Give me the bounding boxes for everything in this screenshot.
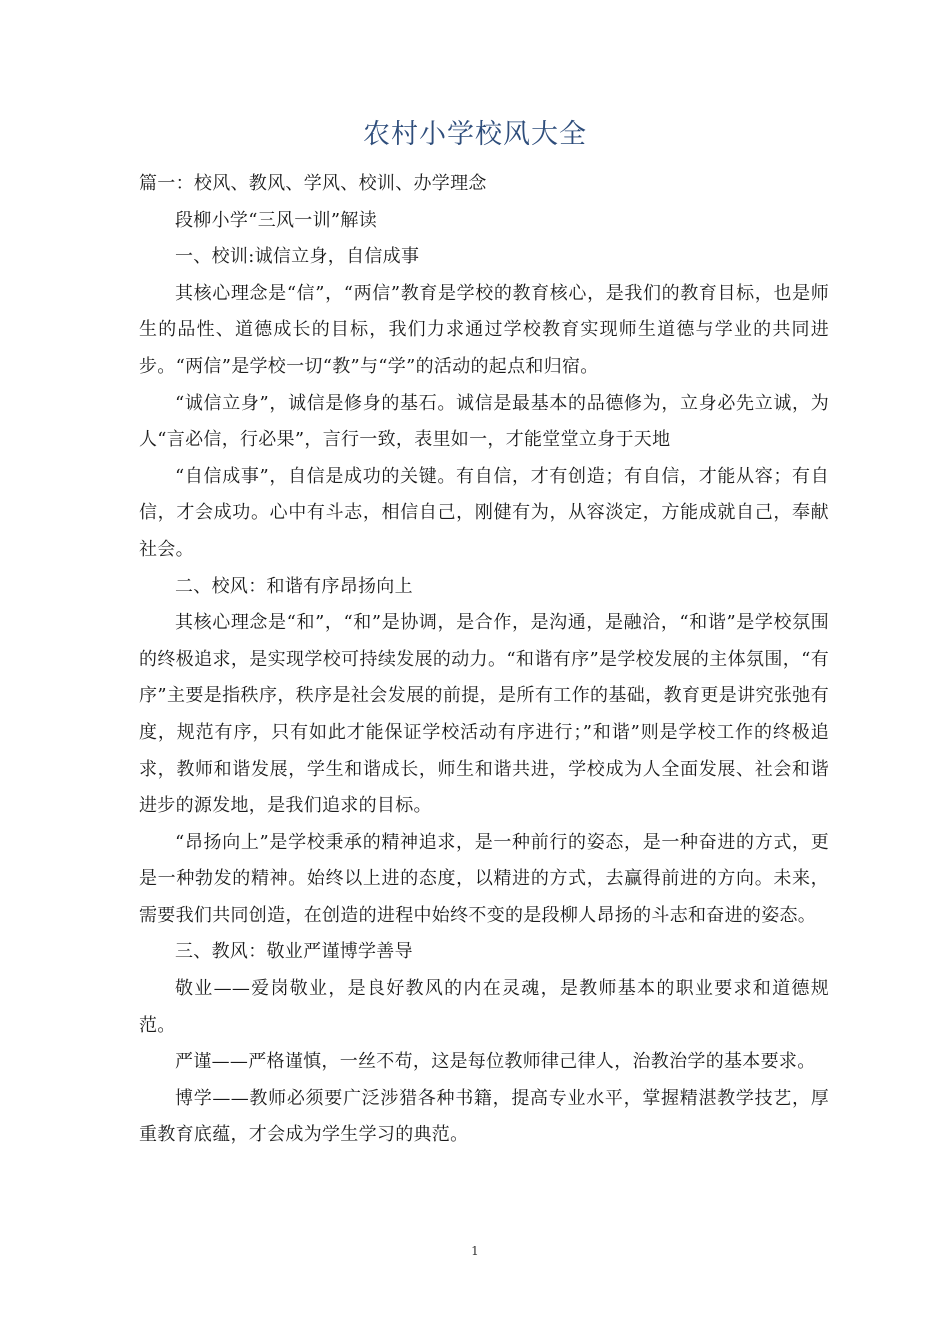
paragraph: “诚信立身”，诚信是修身的基石。诚信是最基本的品德修为，立身必先立诚，为人“言必信，行必果”，言行一致，表里如一，才能堂堂立身于天地 (139, 392, 829, 451)
paragraph: “自信成事”，自信是成功的关键。有自信，才有创造；有自信，才能从容；有自信，才会成功。心中有斗志，相信自己，刚健有为，从容淡定，方能成就自己，奉献社会。 (139, 465, 829, 560)
document-title: 农村小学校风大全 (363, 119, 587, 150)
section-heading: 二、校风：和谐有序昂扬向上 (175, 575, 413, 597)
paragraph: 其核心理念是“和”，“和”是协调，是合作，是沟通，是融洽，“和谐”是学校氛围的终极追求，是实现学校可持续发展的动力。“和谐有序”是学校发展的主体氛围，“有序”主要是指秩序，秩序是社会发展的前提，是所有工作的基础，教育更是讲究张弛有度，规范有序，只有如此才能保证学校活动有序进行；”和谐”则是学校工作的终极追求，教师和谐发展，学生和谐成长，师生和谐共进，学校成为人全面发展、社会和谐进步的源发地，是我们追求的目标。 (139, 612, 829, 817)
paragraph: 博学——教师必须要广泛涉猎各种书籍，提高专业水平，掌握精湛教学技艺，厚重教育底蕴，才会成为学生学习的典范。 (139, 1087, 829, 1146)
section-heading: 篇一：校风、教风、学风、校训、办学理念 (139, 173, 487, 194)
section-heading: 一、校训:诚信立身，自信成事 (175, 246, 420, 268)
document-body (139, 166, 829, 1154)
paragraph: 敬业——爱岗敬业，是良好教风的内在灵魂，是教师基本的职业要求和道德规范。 (139, 978, 829, 1036)
paragraph: 严谨——严格谨慎，一丝不苟，这是每位教师律己律人，治教治学的基本要求。 (175, 1051, 816, 1073)
subtitle: 段柳小学“三风一训”解读 (175, 209, 378, 231)
page-number: 1 (471, 1244, 479, 1258)
paragraph: 其核心理念是“信”，“两信”教育是学校的教育核心，是我们的教育目标，也是师生的品性、道德成长的目标，我们力求通过学校教育实现师生道德与学业的共同进步。“两信”是学校一切“教”与“学”的活动的起点和归宿。 (139, 282, 829, 377)
paragraph: “昂扬向上”是学校秉承的精神追求，是一种前行的姿态，是一种奋进的方式，更是一种勃发的精神。始终以上进的态度，以精进的方式，去赢得前进的方向。未来，需要我们共同创造，在创造的进程中始终不变的是段柳人昂扬的斗志和奋进的姿态。 (139, 831, 829, 926)
section-heading: 三、教风：敬业严谨博学善导 (175, 941, 413, 963)
